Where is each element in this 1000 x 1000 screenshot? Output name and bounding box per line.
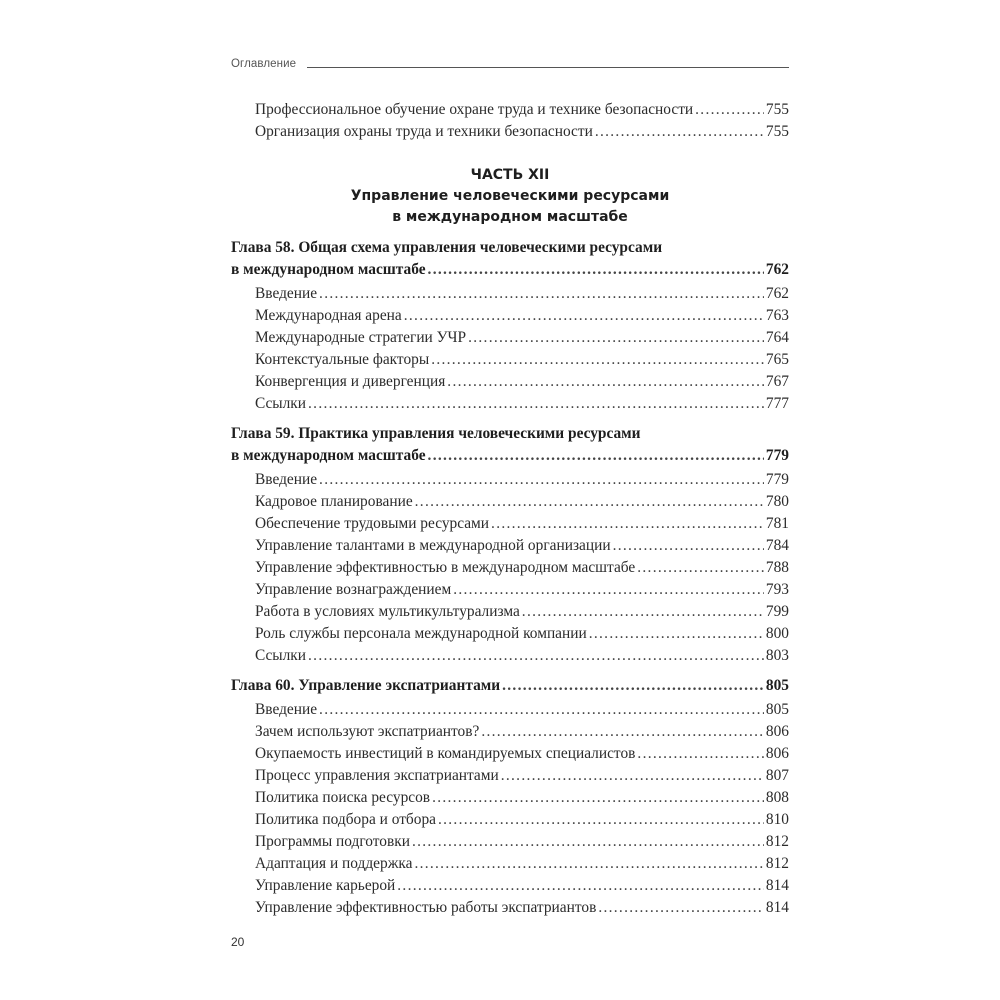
toc-entry-title: Ссылки: [255, 395, 307, 412]
toc-entry-title: Введение: [255, 471, 318, 488]
toc-entry[interactable]: [231, 491, 789, 513]
chapter-heading[interactable]: [231, 675, 789, 697]
toc-entry[interactable]: [231, 469, 789, 491]
toc-entry-title: Кадровое планирование: [255, 493, 413, 510]
toc-entry-page: 784: [765, 537, 789, 554]
toc-entry-title: Работа в условиях мультикультурализма: [255, 603, 520, 620]
chapter-title-line1: Глава 58. Общая схема управления человеческими ресурсами: [231, 239, 663, 256]
dot-leader: [432, 787, 764, 809]
toc-entry-page: 765: [765, 351, 789, 368]
part-heading: [231, 165, 789, 228]
chapter-page: 805: [765, 677, 789, 694]
dot-leader: [695, 99, 764, 121]
toc-entry-page: 803: [765, 647, 789, 664]
dot-leader: [319, 283, 764, 305]
dot-leader: [598, 897, 764, 919]
dot-leader: [319, 699, 764, 721]
toc-entry-title: Конвергенция и дивергенция: [255, 373, 446, 390]
running-head-rule: [307, 67, 789, 68]
toc-entry-page: 781: [765, 515, 789, 532]
chapter-title-line1: Глава 60. Управление экспатриантами: [231, 677, 501, 694]
dot-leader: [412, 831, 764, 853]
dot-leader: [637, 557, 764, 579]
dot-leader: [415, 491, 764, 513]
part-title-line1: Управление человеческими ресурсами: [350, 188, 670, 204]
running-head: [231, 53, 789, 71]
dot-leader: [468, 327, 764, 349]
dot-leader: [502, 675, 764, 697]
toc-entry-title: Управление карьерой: [255, 877, 396, 894]
toc-entry-page: 777: [765, 395, 789, 412]
toc-entry-page: 788: [765, 559, 789, 576]
toc-entry-title: Профессиональное обучение охране труда и технике безопасности: [255, 101, 694, 118]
part-title-line2: в международном масштабе: [392, 209, 628, 225]
dot-leader: [522, 601, 764, 623]
toc-entry[interactable]: [231, 305, 789, 327]
toc-entry-page: 806: [765, 745, 789, 762]
toc-entry-title: Управление талантами в международной организации: [255, 537, 611, 554]
part-label: ЧАСТЬ XII: [470, 167, 550, 183]
toc-entry-page: 814: [765, 877, 789, 894]
toc-entry[interactable]: [231, 393, 789, 415]
dot-leader: [308, 393, 764, 415]
toc-entry[interactable]: [231, 513, 789, 535]
toc-entry-title: Контекстуальные факторы: [255, 351, 430, 368]
chapter-title-line2: в международном масштабе: [231, 447, 426, 464]
toc-entry[interactable]: [231, 721, 789, 743]
dot-leader: [447, 371, 764, 393]
toc-entry-page: 799: [765, 603, 789, 620]
toc-entry[interactable]: [231, 327, 789, 349]
toc-entry-page: 806: [765, 723, 789, 740]
dot-leader: [431, 349, 764, 371]
toc-entry-title: Окупаемость инвестиций в командируемых специалистов: [255, 745, 636, 762]
chapter-page: 762: [765, 261, 789, 278]
dot-leader: [637, 743, 763, 765]
toc-entry-page: 755: [765, 101, 789, 118]
toc-entry-title: Ссылки: [255, 647, 307, 664]
toc-entry[interactable]: [231, 623, 789, 645]
chapter-title-line1: Глава 59. Практика управления человеческими ресурсами: [231, 425, 641, 442]
dot-leader: [453, 579, 764, 601]
toc-entry[interactable]: [231, 601, 789, 623]
page-number: 20: [231, 935, 245, 949]
toc-entry[interactable]: [231, 699, 789, 721]
dot-leader: [428, 445, 764, 467]
toc-entry-title: Зачем используют экспатриантов?: [255, 723, 480, 740]
toc-entry-page: 763: [765, 307, 789, 324]
toc-entry-title: Управление вознаграждением: [255, 581, 452, 598]
chapter-heading[interactable]: [231, 237, 789, 281]
toc-chapter-58: [231, 237, 789, 415]
toc-entry[interactable]: [231, 283, 789, 305]
toc-entry-title: Введение: [255, 701, 318, 718]
toc-entry-title: Процесс управления экспатриантами: [255, 767, 499, 784]
dot-leader: [438, 809, 764, 831]
toc-entry-page: 793: [765, 581, 789, 598]
toc-entry-page: 779: [765, 471, 789, 488]
dot-leader: [595, 121, 764, 143]
toc-entry[interactable]: [231, 853, 789, 875]
toc-entry[interactable]: [231, 349, 789, 371]
running-head-label: Оглавление: [231, 58, 297, 70]
chapter-page: 779: [765, 447, 789, 464]
toc-entry[interactable]: [231, 121, 789, 143]
toc-entry-title: Политика подбора и отбора: [255, 811, 436, 828]
dot-leader: [308, 645, 764, 667]
toc-entry[interactable]: [231, 875, 789, 897]
toc-chapter-59: [231, 423, 789, 667]
toc-entry-title: Адаптация и поддержка: [255, 855, 413, 872]
toc-entry-page: 755: [765, 123, 789, 140]
dot-leader: [319, 469, 764, 491]
toc-entry-title: Организация охраны труда и техники безопасности: [255, 123, 593, 140]
dot-leader: [481, 721, 764, 743]
dot-leader: [501, 765, 764, 787]
toc-entry-page: 762: [765, 285, 789, 302]
dot-leader: [404, 305, 764, 327]
chapter-title-line2: в международном масштабе: [231, 261, 426, 278]
dot-leader: [589, 623, 764, 645]
toc-entry-page: 780: [765, 493, 789, 510]
toc-entry[interactable]: [231, 765, 789, 787]
toc-entry-page: 800: [765, 625, 789, 642]
toc-entry[interactable]: [231, 645, 789, 667]
toc-entry-title: Управление эффективностью работы экспатриантов: [255, 899, 597, 916]
toc-entry[interactable]: [231, 897, 789, 919]
dot-leader: [428, 259, 764, 281]
dot-leader: [613, 535, 764, 557]
toc-entry-title: Международная арена: [255, 307, 402, 324]
toc-entry-title: Управление эффективностью в международном масштабе: [255, 559, 636, 576]
toc-entry[interactable]: [231, 579, 789, 601]
toc-entry-title: Обеспечение трудовыми ресурсами: [255, 515, 490, 532]
toc-entry-page: 808: [765, 789, 789, 806]
toc-entry[interactable]: [231, 371, 789, 393]
toc-continuation: [231, 99, 789, 143]
toc-entry-page: 767: [765, 373, 789, 390]
toc-entry-page: 764: [765, 329, 789, 346]
dot-leader: [397, 875, 764, 897]
toc-entry-page: 805: [765, 701, 789, 718]
chapter-heading[interactable]: [231, 423, 789, 467]
toc-entry-page: 807: [765, 767, 789, 784]
toc-entry[interactable]: [231, 535, 789, 557]
toc-entry[interactable]: [231, 557, 789, 579]
toc-entry-title: Роль службы персонала международной компании: [255, 625, 587, 642]
toc-entry-title: Введение: [255, 285, 318, 302]
toc-entry-title: Программы подготовки: [255, 833, 410, 850]
toc-entry-page: 814: [765, 899, 789, 916]
toc-entry[interactable]: [231, 743, 789, 765]
toc-entry-title: Политика поиска ресурсов: [255, 789, 431, 806]
toc-entry[interactable]: [231, 831, 789, 853]
toc-entry[interactable]: [231, 787, 789, 809]
dot-leader: [491, 513, 764, 535]
dot-leader: [414, 853, 763, 875]
toc-entry-page: 810: [765, 811, 789, 828]
toc-entry-page: 812: [765, 833, 789, 850]
toc-entry-page: 812: [765, 855, 789, 872]
toc-entry[interactable]: [231, 809, 789, 831]
toc-entry-title: Международные стратегии УЧР: [255, 329, 467, 346]
toc-entry[interactable]: [231, 99, 789, 121]
toc-chapter-60: [231, 675, 789, 919]
